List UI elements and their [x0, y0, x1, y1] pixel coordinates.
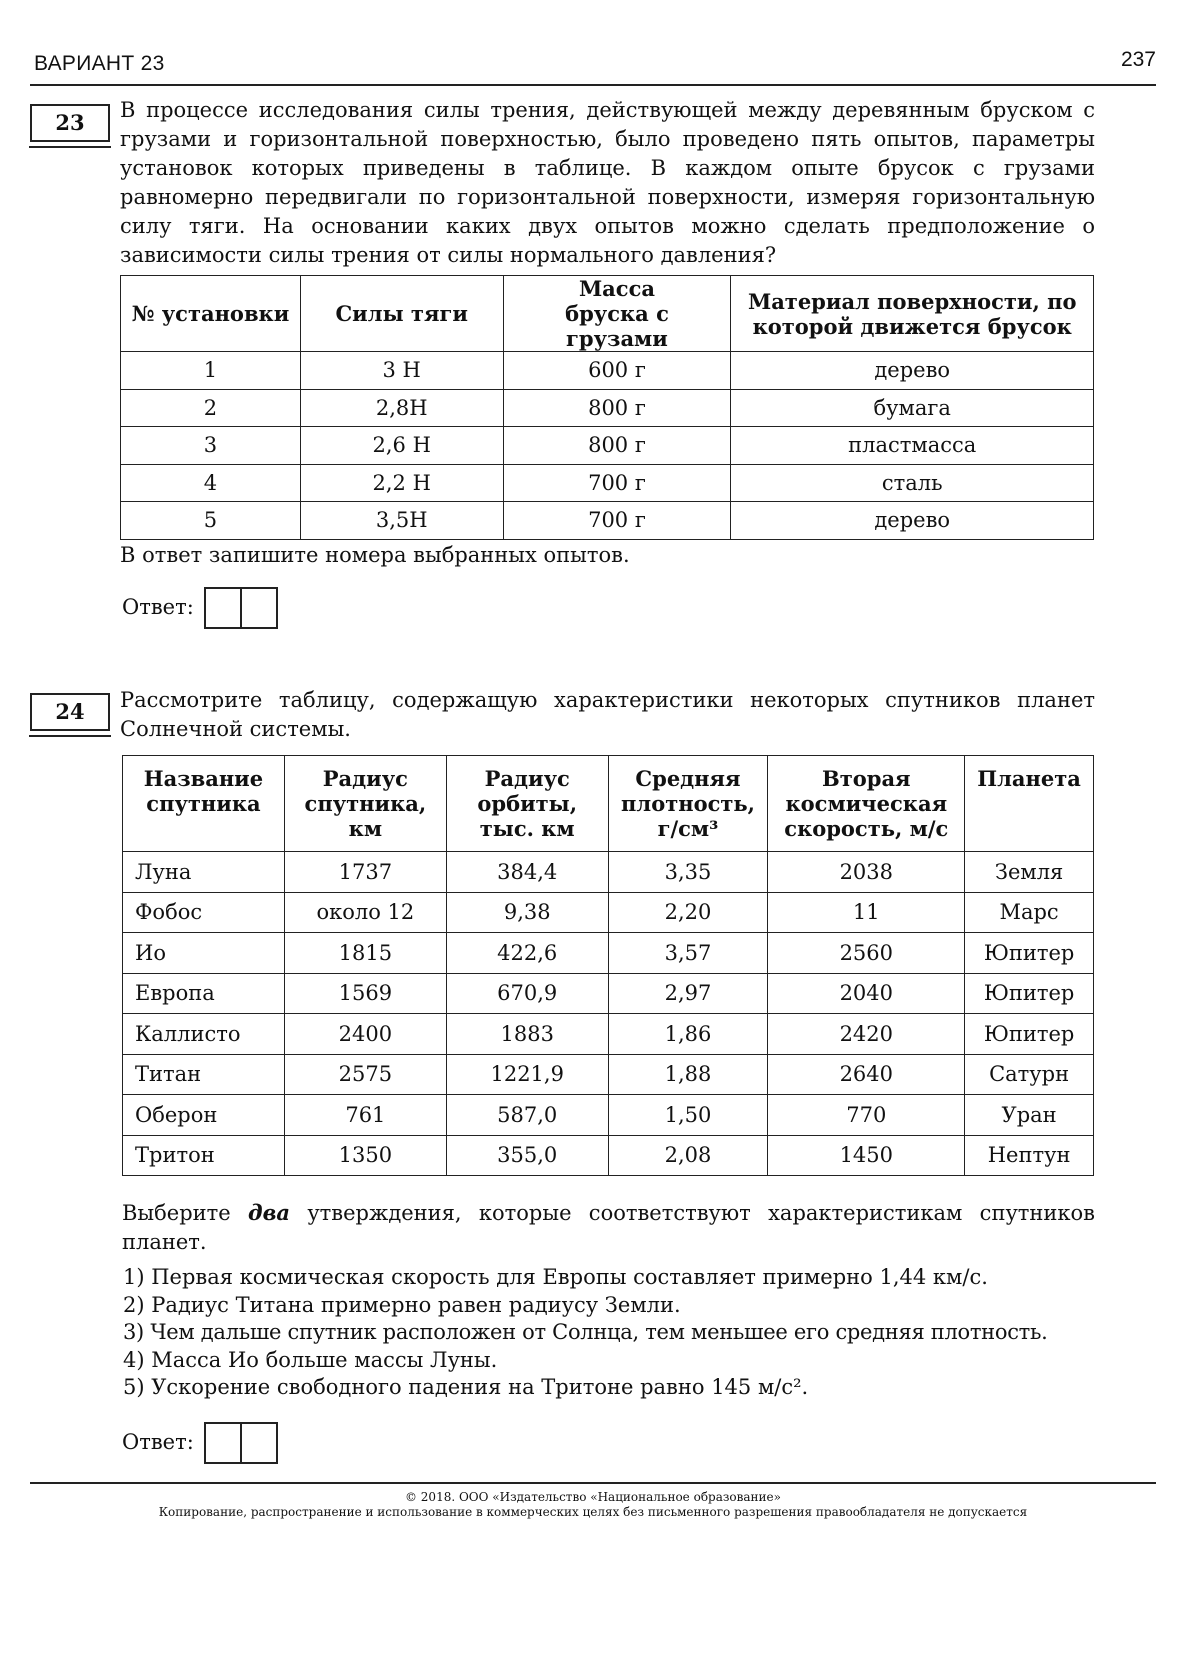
cell: Сатурн [965, 1054, 1094, 1095]
answer-label: Ответ: [122, 1430, 194, 1454]
cell: Юпитер [965, 1014, 1094, 1055]
cell: Титан [123, 1054, 285, 1095]
cell: 600 г [503, 352, 731, 390]
cell: 384,4 [446, 852, 608, 893]
cell: 670,9 [446, 973, 608, 1014]
cell: 2420 [768, 1014, 965, 1055]
table-row [123, 933, 1094, 974]
friction-table [120, 275, 1094, 540]
cell: 587,0 [446, 1095, 608, 1136]
cell: Фобос [123, 892, 285, 933]
task-text: Выберите [122, 1201, 231, 1225]
cell: Луна [123, 852, 285, 893]
cell: Европа [123, 973, 285, 1014]
satellites-header-cell: Радиус орбиты, тыс. км [446, 756, 608, 852]
table-row [123, 1014, 1094, 1055]
cell: 1569 [284, 973, 446, 1014]
satellites-header-cell: Вторая космическая скорость, м/с [768, 756, 965, 852]
cell: дерево [731, 352, 1094, 390]
question-24-number: 24 [30, 693, 110, 731]
cell: Юпитер [965, 973, 1094, 1014]
friction-header-cell: Материал поверхности, по которой движется брусок [731, 276, 1094, 352]
cell: 800 г [503, 389, 731, 427]
page-number: 237 [1120, 48, 1156, 71]
table-row [123, 1095, 1094, 1136]
question-23-instruction: В ответ запишите номера выбранных опытов. [120, 543, 630, 567]
cell: 2038 [768, 852, 965, 893]
table-row [123, 852, 1094, 893]
answer-23-input[interactable] [204, 587, 278, 629]
cell: 2400 [284, 1014, 446, 1055]
table-row [121, 389, 1094, 427]
table-row [123, 1135, 1094, 1176]
cell: Земля [965, 852, 1094, 893]
cell: 1,86 [608, 1014, 768, 1055]
cell: 3,57 [608, 933, 768, 974]
cell: 2,8Н [300, 389, 503, 427]
options-list [123, 1264, 1103, 1402]
question-23-number: 23 [30, 104, 110, 142]
cell: 2575 [284, 1054, 446, 1095]
answer-24 [122, 1430, 194, 1454]
cell: 1450 [768, 1135, 965, 1176]
cell: 800 г [503, 427, 731, 465]
cell: бумага [731, 389, 1094, 427]
table-row [123, 973, 1094, 1014]
task-text: утверждения, которые соответствуют характеристикам спутников планет. [122, 1201, 1095, 1254]
cell: дерево [731, 502, 1094, 540]
cell: Каллисто [123, 1014, 285, 1055]
cell: 2,6 Н [300, 427, 503, 465]
cell: пластмасса [731, 427, 1094, 465]
cell: Уран [965, 1095, 1094, 1136]
cell: Тритон [123, 1135, 285, 1176]
cell: 3,35 [608, 852, 768, 893]
answer-24-input[interactable] [204, 1422, 278, 1464]
page-header [30, 48, 1156, 86]
question-24-intro: Рассмотрите таблицу, содержащую характеристики некоторых спутников планет Солнечной системы. [120, 688, 1095, 741]
cell: 2040 [768, 973, 965, 1014]
cell: 5 [121, 502, 301, 540]
answer-label: Ответ: [122, 595, 194, 619]
cell: 1221,9 [446, 1054, 608, 1095]
table-row [121, 427, 1094, 465]
table-row [121, 464, 1094, 502]
question-24-task [122, 1198, 1095, 1257]
cell: 700 г [503, 464, 731, 502]
friction-header-cell: Силы тяги [300, 276, 503, 352]
cell: Юпитер [965, 933, 1094, 974]
satellites-header-cell: Радиус спутника, км [284, 756, 446, 852]
cell: 770 [768, 1095, 965, 1136]
cell: 1350 [284, 1135, 446, 1176]
list-item: 4) Масса Ио больше массы Луны. [123, 1347, 498, 1372]
answer-23 [122, 595, 194, 619]
satellites-header-cell: Планета [965, 756, 1094, 852]
cell: 1815 [284, 933, 446, 974]
cell: 1,88 [608, 1054, 768, 1095]
satellites-header-cell: Средняя плотность, г/см³ [608, 756, 768, 852]
cell: 2640 [768, 1054, 965, 1095]
table-row [123, 892, 1094, 933]
cell: Ио [123, 933, 285, 974]
page-footer [30, 1482, 1156, 1520]
cell: 4 [121, 464, 301, 502]
cell: 9,38 [446, 892, 608, 933]
cell: 1 [121, 352, 301, 390]
cell: 3 [121, 427, 301, 465]
list-item: 5) Ускорение свободного падения на Тритоне равно 145 м/с². [123, 1375, 809, 1399]
cell: Нептун [965, 1135, 1094, 1176]
table-row [121, 502, 1094, 540]
list-item: 1) Первая космическая скорость для Европы составляет примерно 1,44 км/с. [123, 1265, 988, 1289]
table-row [123, 1054, 1094, 1095]
cell: 3,5Н [300, 502, 503, 540]
cell: 1,50 [608, 1095, 768, 1136]
cell: 2,08 [608, 1135, 768, 1176]
cell: 1883 [446, 1014, 608, 1055]
cell: Оберон [123, 1095, 285, 1136]
cell: 2 [121, 389, 301, 427]
cell: сталь [731, 464, 1094, 502]
cell: 2,2 Н [300, 464, 503, 502]
cell: 3 Н [300, 352, 503, 390]
satellites-header-cell: Название спутника [123, 756, 285, 852]
cell: 700 г [503, 502, 731, 540]
task-emphasis: два [248, 1200, 291, 1225]
list-item: 2) Радиус Титана примерно равен радиусу Земли. [123, 1292, 681, 1317]
variant-label: ВАРИАНТ 23 [34, 52, 165, 75]
cell: 2560 [768, 933, 965, 974]
list-item: 3) Чем дальше спутник расположен от Солнца, тем меньшее его средняя плотность. [123, 1320, 1048, 1344]
cell: 422,6 [446, 933, 608, 974]
cell: 2,97 [608, 973, 768, 1014]
copyright-line: © 2018. ООО «Издательство «Национальное образование» [404, 1490, 781, 1504]
question-23-text: В процессе исследования силы трения, действующей между деревянным бруском с грузами и горизонтальной поверхностью, было проведено пять опытов, параметры установок которых приведены в таблице. В каждом опыте брусок с грузами равномерно передвигали по горизонтальной поверхности, измеряя горизонтальную силу тяги. На основании каких двух опытов можно сделать предположение о зависимости силы трения от силы нормального давления? [120, 98, 1095, 267]
table-row [121, 352, 1094, 390]
copyright-notice: Копирование, распространение и использование в коммерческих целях без письменного разрешения правообладателя не допускается [158, 1505, 1028, 1519]
satellites-table [122, 755, 1094, 1176]
cell: 1737 [284, 852, 446, 893]
cell: 355,0 [446, 1135, 608, 1176]
cell: 11 [768, 892, 965, 933]
cell: около 12 [284, 892, 446, 933]
cell: 2,20 [608, 892, 768, 933]
friction-header-cell: Масса бруска с грузами [503, 276, 731, 352]
cell: Марс [965, 892, 1094, 933]
cell: 761 [284, 1095, 446, 1136]
friction-header-cell: № установки [121, 276, 301, 352]
